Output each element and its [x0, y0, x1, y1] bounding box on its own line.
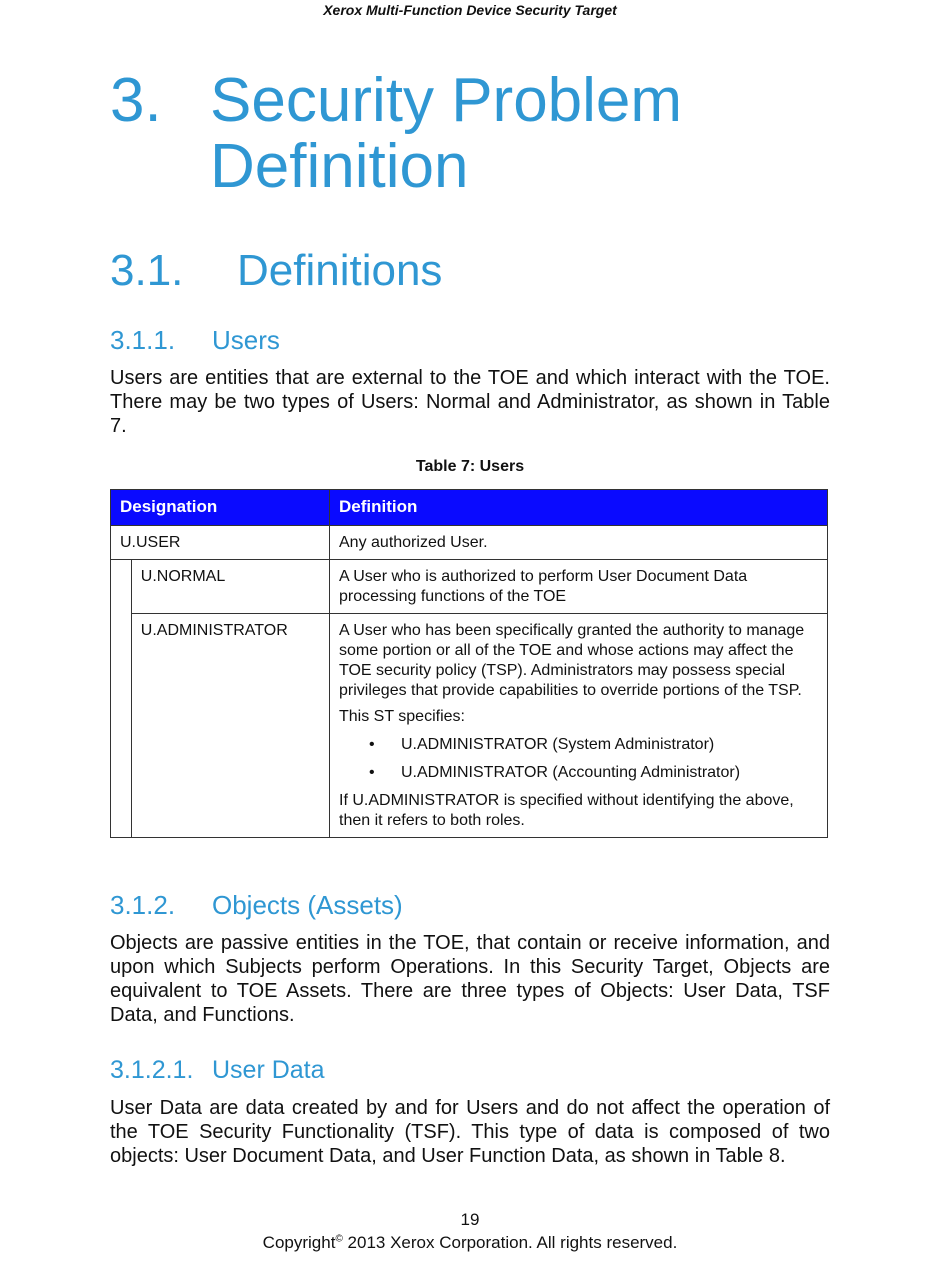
running-header: Xerox Multi-Function Device Security Target — [323, 2, 617, 18]
list-item — [339, 735, 818, 755]
objects-paragraph: Objects are passive entities in the TOE, that contain or receive information, and upon which Subjects perform Operations. In this Security Target, Objects are equivalent to TOE Assets. There are three types of Objects: User Data, TSF Data, and Functions. — [110, 932, 830, 1026]
column-header-designation: Designation — [111, 490, 330, 526]
admin-note-text: If U.ADMINISTRATOR is specified without identifying the above, then it refers to both roles. — [339, 792, 794, 829]
designation-cell: U.USER — [111, 526, 330, 560]
list-item — [339, 763, 818, 783]
subsubsection-title: User Data — [212, 1056, 325, 1084]
designation-cell: U.ADMINISTRATOR — [131, 614, 329, 838]
subsection-title: Users — [212, 325, 280, 355]
copyright-notice — [0, 1233, 940, 1253]
table-row — [111, 526, 828, 560]
subsection-title: Objects (Assets) — [212, 890, 403, 920]
table-caption: Table 7: Users — [415, 458, 525, 475]
table-row — [111, 560, 828, 614]
designation-cell: U.NORMAL — [131, 560, 329, 614]
copyright-text: 2013 Xerox Corporation. All rights reserved. — [342, 1233, 678, 1252]
chapter-number: 3. — [110, 66, 162, 135]
users-paragraph: Users are entities that are external to the TOE and which interact with the TOE. There may be two types of Users: Normal and Administrator, as shown in Table 7. — [110, 367, 830, 437]
section-title: Definitions — [237, 246, 443, 295]
indent-cell — [111, 560, 132, 838]
definition-cell: A User who is authorized to perform User Document Data processing functions of the TOE — [330, 560, 828, 614]
definition-cell — [330, 614, 828, 838]
page-number: 19 — [460, 1210, 480, 1229]
list-item-text: U.ADMINISTRATOR (System Administrator) — [401, 736, 715, 753]
table-row — [111, 614, 828, 838]
bullet-icon: • — [369, 764, 375, 781]
definition-cell: Any authorized User. — [330, 526, 828, 560]
list-item-text: U.ADMINISTRATOR (Accounting Administrator) — [401, 764, 741, 781]
table-header-row — [111, 490, 828, 526]
users-table — [110, 489, 828, 838]
copyright-prefix: Copyright — [262, 1233, 336, 1252]
chapter-title: Security Problem Definition — [210, 66, 683, 201]
section-number: 3.1. — [110, 246, 184, 295]
subsection-number: 3.1.1. — [110, 325, 176, 355]
admin-definition-text: A User who has been specifically granted the authority to manage some portion or all of the TOE and whose actions may affect the TOE security policy (TSP). Administrators may possess special privileges that provide capabilities to override portions of the TSP. — [339, 622, 805, 699]
column-header-definition: Definition — [330, 490, 828, 526]
subsection-number: 3.1.2. — [110, 890, 176, 920]
subsubsection-number: 3.1.2.1. — [110, 1056, 194, 1084]
copyright-symbol: © — [335, 1233, 343, 1245]
admin-specifies-text: This ST specifies: — [339, 708, 465, 725]
bullet-icon: • — [369, 736, 375, 753]
user-data-paragraph: User Data are data created by and for Users and do not affect the operation of the TOE Security Functionality (TSF). This type of data is composed of two objects: User Document Data, and User Function Data, as shown in Table 8. — [110, 1097, 830, 1167]
